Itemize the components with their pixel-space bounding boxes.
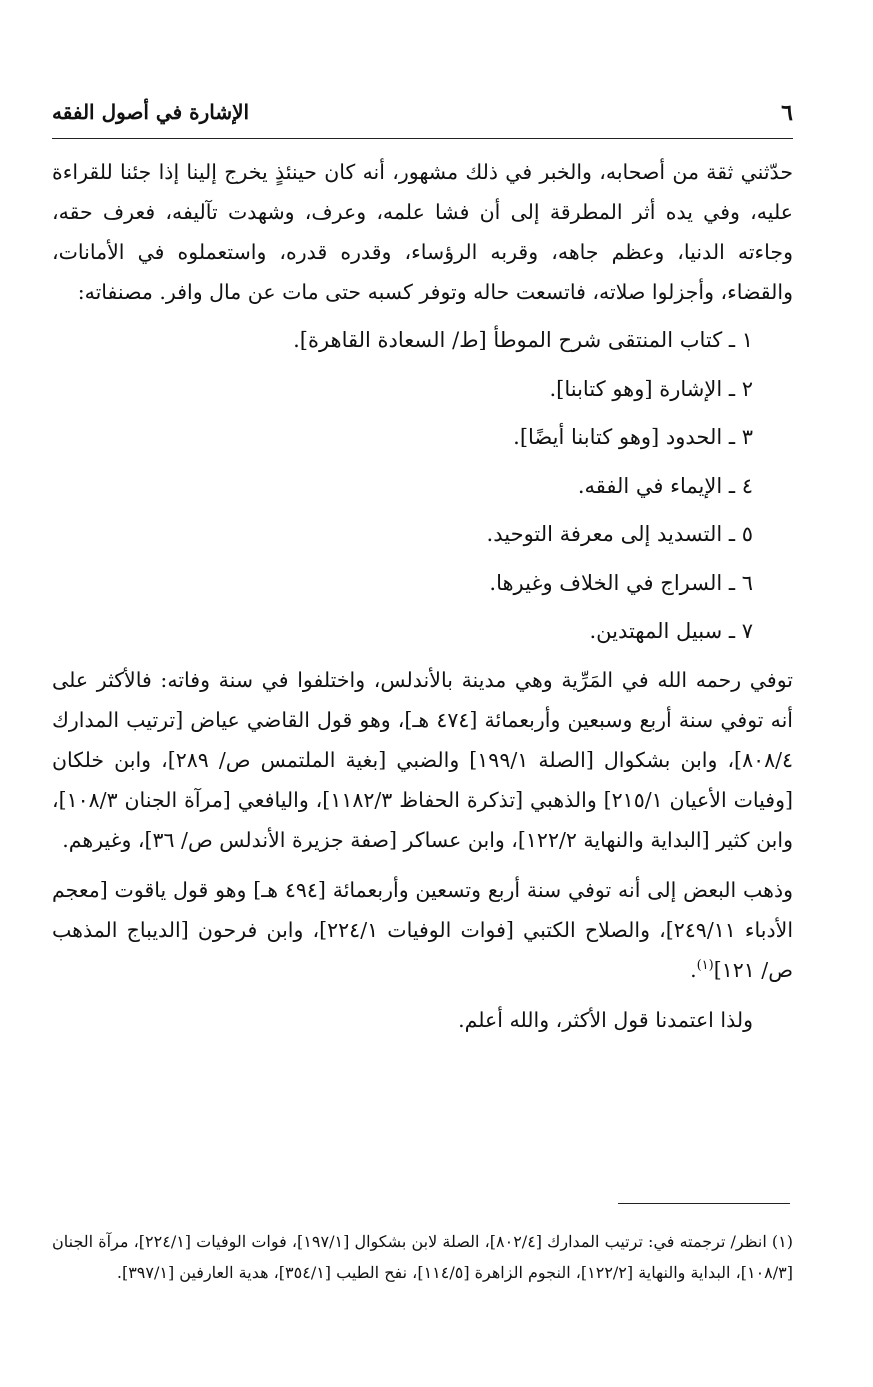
footnote-rule [618,1203,790,1204]
page-number: ٦ [781,100,793,126]
paragraph-text: وذهب البعض إلى أنه توفي سنة أربع وتسعين وأربعمائة [٤٩٤ هـ] وهو قول ياقوت [معجم الأدباء ٢٤٩/١١]، والصلاح الكتبي [فوات الوفيات ٢٢٤/١]، وابن فرحون [الديباج المذهب ص/ ١٢١] [52,877,794,982]
list-item: ٤ ـ الإيماء في الفقه. [577,473,753,498]
main-text [52,152,793,1060]
footnote-marker[interactable]: (١) [696,957,714,973]
paragraph-death-minority [52,870,793,990]
paragraph-biography: حدّثني ثقة من أصحابه، والخبر في ذلك مشهور، أنه كان حينئذٍ يخرج إلينا إذا جئنا للقراءة عليه، وفي يده أثر المطرقة إلى أن فشا علمه، وعرف، وشهدت تآليفه، فعرف حقه، وجاءته الدنيا، وعظم جاهه، وقربه الرؤساء، وقدره قدره، واستعملوه في الأمانات، والقضاء، وأجزلوا صلاته، فاتسعت حاله وتوفر كسبه حتى مات عن مال وافر. مصنفاته: [52,160,793,304]
spacer [52,860,793,870]
list-item: ٣ ـ الحدود [وهو كتابنا أيضًا]. [513,425,753,449]
list-item: ٥ ـ التسديد إلى معرفة التوحيد. [486,522,753,546]
closing-line: ولذا اعتمدنا قول الأكثر، والله أعلم. [458,1007,753,1032]
paragraph-death-majority: توفي رحمه الله في المَرِّية وهي مدينة بالأندلس، واختلفوا في سنة وفاته: فالأكثر على أنه توفي سنة أربع وسبعين وأربعمائة [٤٧٤ هـ]، وهو قول القاضي عياض [ترتيب المدارك ٨٠٨/٤]، وابن بشكوال [الصلة ١٩٩/١] والضبي [بغية الملتمس ص/ ٢٨٩]، وابن خلكان [وفيات الأعيان ٢١٥/١] والذهبي [تذكرة الحفاظ ١١٨٢/٣]، واليافعي [مرآة الجنان ١٠٨/٣]، وابن كثير [البداية والنهاية ١٢٢/٢]، وابن عساكر [صفة جزيرة الأندلس ص/ ٣٦]، وغيرهم. [52,667,794,852]
paragraph-end: . [690,957,697,982]
list-item: ٧ ـ سبيل المهتدين. [589,619,753,643]
list-item: ١ ـ كتاب المنتقى شرح الموطأ [ط/ السعادة القاهرة]. [293,328,753,352]
footnote: (١) انظر/ ترجمته في: ترتيب المدارك [٨٠٢/٤]، الصلة لابن بشكوال [١٩٧/١]، فوات الوفيات [٢٢٤/١]، مرآة الجنان [١٠٨/٣]، البداية والنهاية [١٢٢/٢]، النجوم الزاهرة [١١٤/٥]، نفح الطيب [٣٥٤/١]، هدية العارفين [٣٩٧/١]. [52,1232,794,1282]
works-list [52,316,793,656]
page-header [52,96,793,132]
list-item: ٦ ـ السراج في الخلاف وغيرها. [489,570,753,595]
header-rule [52,138,793,139]
running-title: الإشارة في أصول الفقه [52,100,250,124]
list-item: ٢ ـ الإشارة [وهو كتابنا]. [549,376,753,401]
